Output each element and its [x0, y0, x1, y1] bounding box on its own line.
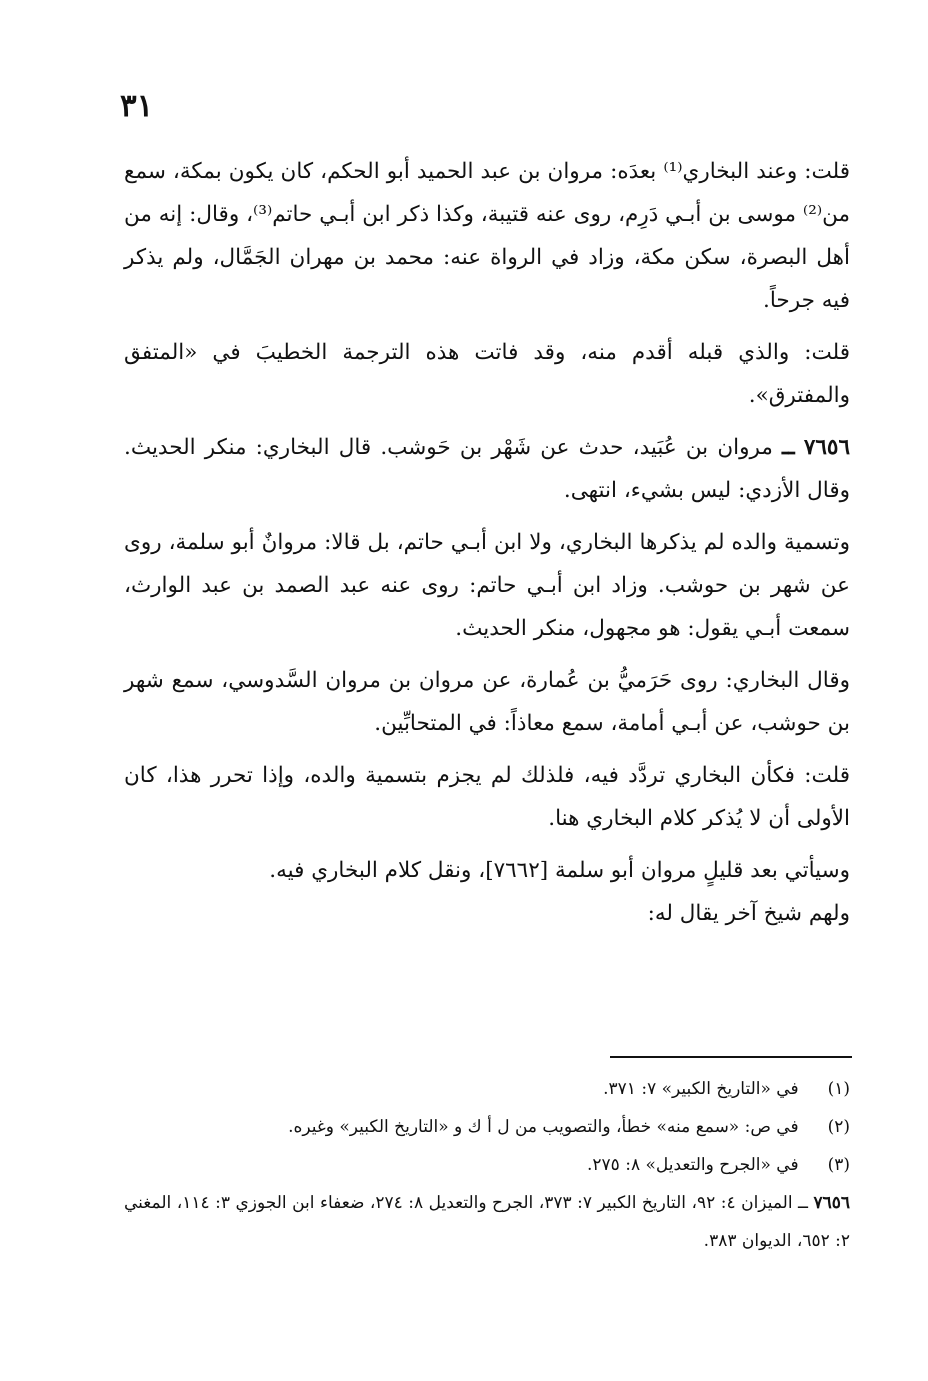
footnote — [124, 1108, 850, 1146]
footnote-number: (٣) — [827, 1155, 850, 1175]
footnote-text: في «التاريخ الكبير» ٧: ٣٧١. — [603, 1079, 799, 1099]
footnote-number: (١) — [827, 1079, 850, 1099]
paragraph: وسيأتي بعد قليلٍ مروان أبو سلمة [٧٦٦٢]، ونقل كلام البخاري فيه. — [269, 858, 850, 883]
footnote — [124, 1146, 850, 1184]
paragraph: وتسمية والده لم يذكرها البخاري، ولا ابن أبـي حاتم، بل قالا: مروانٌ أبو سلمة، روى عن شهر بن حوشب. وزاد ابن أبـي حاتم: روى عنه عبد الصمد بن عبد الوارث، سمعت أبـي يقول: هو مجهول، منكر الحديث. — [124, 530, 850, 641]
footnote-divider — [610, 1056, 852, 1058]
paragraph: قلت: والذي قبله أقدم منه، وقد فاتت هذه الترجمة الخطيبَ في «المتفق والمفترق». — [124, 340, 850, 408]
source-entry-number: ٧٦٥٦ — [813, 1193, 851, 1213]
footnote-text: في «الجرح والتعديل» ٨: ٢٧٥. — [586, 1155, 799, 1175]
main-text — [124, 150, 850, 935]
paragraph: ولهم شيخ آخر يقال له: — [647, 901, 850, 926]
biography-entry — [124, 426, 850, 512]
entry-text: مروان بن عُبَيد، حدث عن شَهْر بن حَوشب. قال البخاري: منكر الحديث. وقال الأزدي: ليس بشيء، انتهى. — [124, 435, 850, 503]
source-text: الميزان ٤: ٩٢، التاريخ الكبير ٧: ٣٧٣، الجرح والتعديل ٨: ٢٧٤، ضعفاء ابن الجوزي ٣: ١١٤، المغني ٢: ٦٥٢، الديوان ٣٨٣. — [124, 1193, 850, 1251]
paragraph: قلت: وعند البخاري⁽¹⁾ بعدَه: مروان بن عبد الحميد أبو الحكم، كان يكون بمكة، سمع من⁽²⁾ موسى بن أبـي دَرِم، روى عنه قتيبة، وكذا ذكر ابن أبـي حاتم⁽³⁾، وقال: إنه من أهل البصرة، سكن مكة، وزاد في الرواة عنه: محمد بن مهران الجَمَّال، ولم يذكر فيه جرحاً. — [124, 159, 850, 313]
footnote — [124, 1070, 850, 1108]
page-number: ٣١ — [120, 88, 154, 124]
footnote-number: (٢) — [827, 1117, 850, 1137]
footnotes — [124, 1070, 850, 1260]
footnote-text: في ص: «سمع منه» خطأ، والتصويب من ل أ ك و «التاريخ الكبير» وغيره. — [288, 1117, 799, 1137]
entry-number: ٧٦٥٦ — [803, 435, 851, 460]
source-dash: ــ — [798, 1193, 809, 1213]
paragraph: قلت: فكأن البخاري تردَّد فيه، فلذلك لم يجزم بتسمية والده، وإذا تحرر هذا، كان الأولى أن لا يُذكر كلام البخاري هنا. — [124, 763, 850, 831]
paragraph: وقال البخاري: روى حَرَميُّ بن عُمارة، عن مروان بن مروان السَّدوسي، سمع شهر بن حوشب، عن أبـي أمامة، سمع معاذاً: في المتحابِّين. — [124, 668, 850, 736]
entry-dash: ــ — [782, 435, 795, 460]
source-references — [124, 1184, 850, 1260]
